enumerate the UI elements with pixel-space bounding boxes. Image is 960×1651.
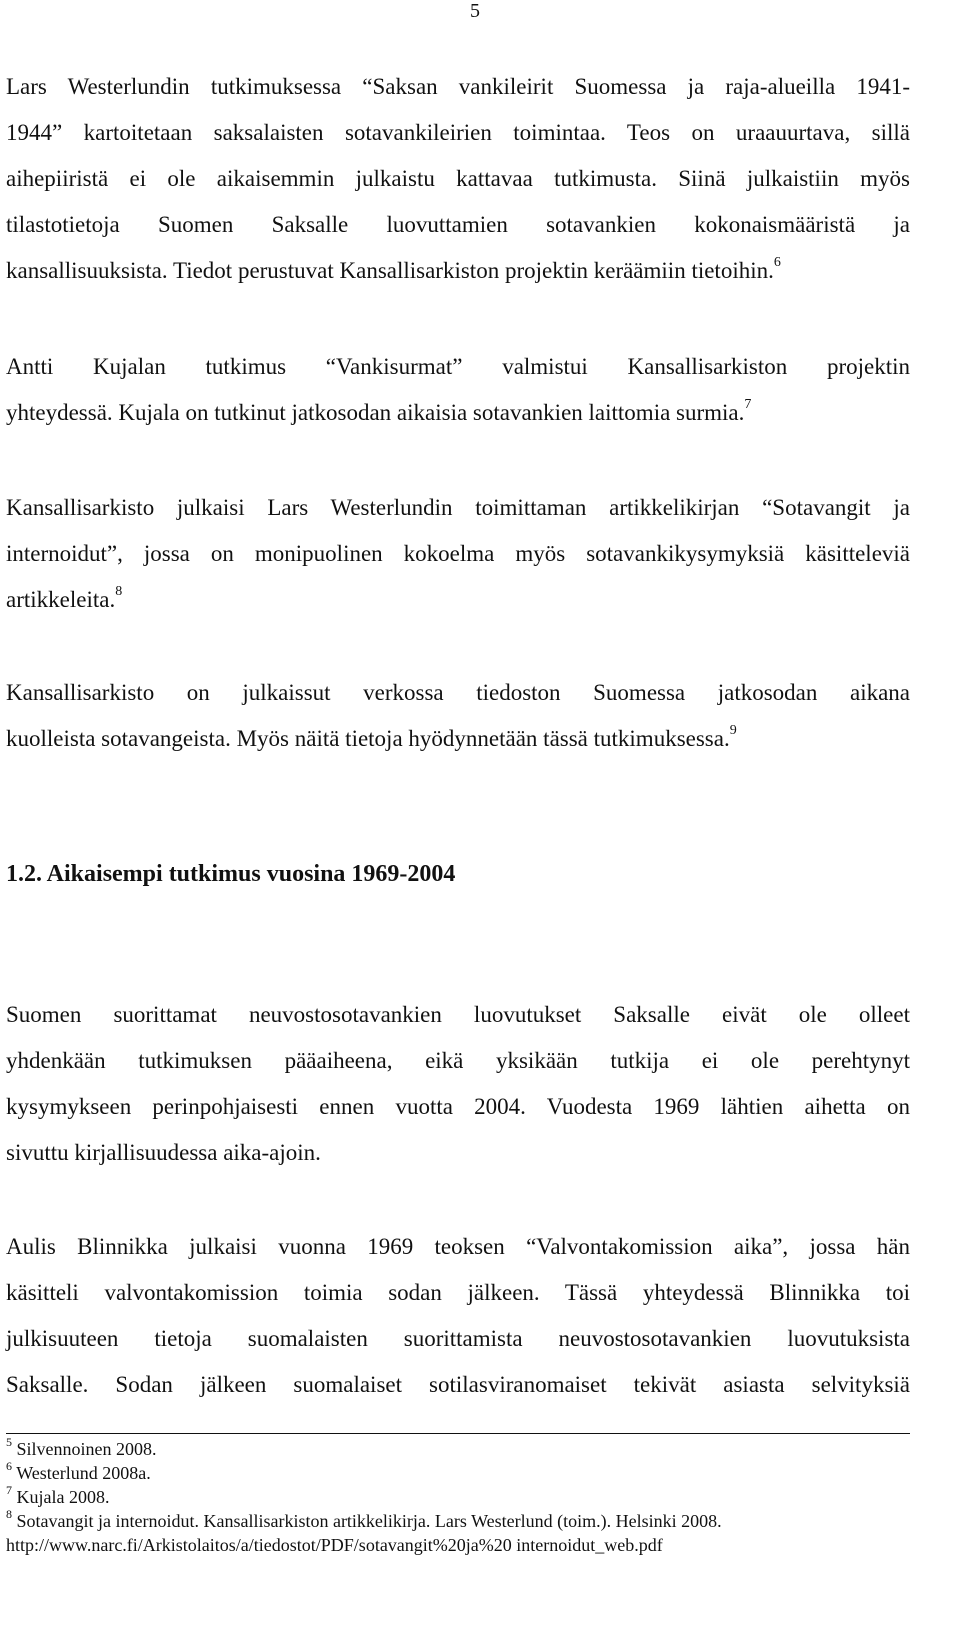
text-line: artikkeleita. (6, 587, 116, 612)
text-line: Lars Westerlundin tutkimuksessa “Saksan vankileirit Suomessa ja raja-alueilla 1941- (6, 74, 910, 99)
text-line: Antti Kujalan tutkimus “Vankisurmat” valmistui Kansallisarkiston projektin (6, 354, 910, 379)
footnote-text: Kujala 2008. (16, 1487, 110, 1507)
text-line: Aulis Blinnikka julkaisi vuonna 1969 teoksen “Valvontakomission aika”, jossa hän (6, 1234, 910, 1259)
footnote-ref: 8 (115, 584, 123, 600)
section-heading: 1.2. Aikaisempi tutkimus vuosina 1969-2004 (6, 861, 456, 887)
text-line-last (6, 248, 910, 294)
footnote (6, 1461, 946, 1485)
footnote-text: Westerlund 2008a. (16, 1463, 151, 1483)
footnote-number: 8 (6, 1507, 12, 1521)
paragraph-kansallisarkisto-online (6, 670, 910, 762)
text-line: sivuttu kirjallisuudessa aika-ajoin. (6, 1140, 321, 1165)
text-line: yhdenkään tutkimuksen pääaiheena, eikä yksikään tutkija ei ole perehtynyt (6, 1048, 910, 1073)
footnote-text: Sotavangit ja internoidut. Kansallisarkiston artikkelikirja. Lars Westerlund (toim.). Helsinki 2008. (16, 1511, 722, 1531)
text-line: aihepiiristä ei ole aikaisemmin julkaistu kattavaa tutkimusta. Siinä julkaistiin myös (6, 166, 910, 191)
paragraph-prior-research (6, 992, 910, 1176)
footnote-number: 5 (6, 1435, 12, 1449)
footnote-number: 6 (6, 1459, 12, 1473)
footnote-text: Silvennoinen 2008. (16, 1439, 157, 1459)
footnote-ref: 6 (773, 255, 781, 271)
footnote-number: 7 (6, 1483, 12, 1497)
text-line: Kansallisarkisto julkaisi Lars Westerlundin toimittaman artikkelikirjan “Sotavangit ja (6, 495, 910, 520)
footnote (6, 1509, 946, 1533)
text-line-last (6, 716, 910, 762)
text-line: kansallisuuksista. Tiedot perustuvat Kansallisarkiston projektin keräämiin tietoihin. (6, 258, 774, 283)
text-line: tilastotietoja Suomen Saksalle luovuttamien sotavankien kokonaismääristä ja (6, 212, 910, 237)
text-line: käsitteli valvontakomission toimia sodan jälkeen. Tässä yhteydessä Blinnikka toi (6, 1280, 910, 1305)
footnote-ref: 7 (744, 397, 752, 413)
paragraph-westerlund-study (6, 64, 910, 294)
paragraph-kansallisarkisto-book (6, 485, 910, 623)
text-line: internoidut”, jossa on monipuolinen kokoelma myös sotavankikysymyksiä käsitteleviä (6, 541, 910, 566)
page-number: 5 (470, 0, 480, 22)
paragraph-blinnikka (6, 1224, 910, 1408)
text-line: kysymykseen perinpohjaisesti ennen vuotta 2004. Vuodesta 1969 lähtien aihetta on (6, 1094, 910, 1119)
text-line: Kansallisarkisto on julkaissut verkossa tiedoston Suomessa jatkosodan aikana (6, 680, 910, 705)
text-line: 1944” kartoitetaan saksalaisten sotavankileirien toimintaa. Teos on uraauurtava, sillä (6, 120, 910, 145)
text-line: julkisuuteen tietoja suomalaisten suorittamista neuvostosotavankien luovutuksista (6, 1326, 910, 1351)
footnotes (6, 1437, 946, 1557)
footnote-ref: 9 (729, 723, 737, 739)
text-line-last (6, 577, 910, 623)
text-line-last (6, 390, 910, 436)
paragraph-kujala-study (6, 344, 910, 436)
text-line: Saksalle. Sodan jälkeen suomalaiset sotilasviranomaiset tekivät asiasta selvityksiä (6, 1372, 910, 1397)
footnote-url[interactable]: http://www.narc.fi/Arkistolaitos/a/tiedostot/PDF/sotavangit%20ja%20 internoidut_web.pdf (6, 1535, 663, 1555)
text-line: Suomen suorittamat neuvostosotavankien luovutukset Saksalle eivät ole olleet (6, 1002, 910, 1027)
text-line: kuolleista sotavangeista. Myös näitä tietoja hyödynnetään tässä tutkimuksessa. (6, 726, 730, 751)
footnote (6, 1437, 946, 1461)
footnote (6, 1485, 946, 1509)
footnote-divider (6, 1433, 910, 1434)
text-line: yhteydessä. Kujala on tutkinut jatkosodan aikaisia sotavankien laittomia surmia. (6, 400, 745, 425)
